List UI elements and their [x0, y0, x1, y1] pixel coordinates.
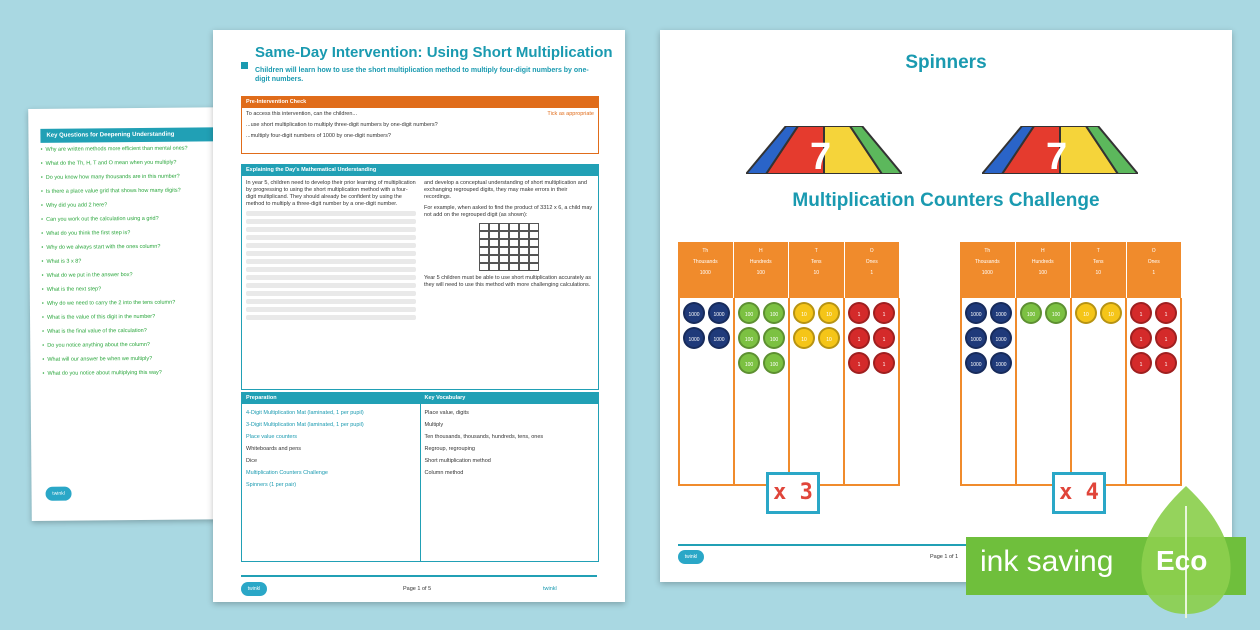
place-value-counter: 1000: [965, 327, 987, 349]
pre-intervention-intro: To access this intervention, can the children...: [246, 111, 357, 117]
explaining-col2: and develop a conceptual understanding of short multiplication and exchanging regrouped digits, they may make errors in their recordings.: [424, 180, 587, 200]
questions-list: [41, 145, 239, 385]
place-value-counter: 100: [1020, 302, 1042, 324]
question-item: • What do the Th, H, T and O mean when you multiply?: [41, 159, 237, 168]
counter-column: [962, 298, 1017, 484]
explaining-header: Explaining the Day's Mathematical Understanding: [242, 165, 598, 176]
vocabulary-list: [421, 404, 599, 485]
list-item: 4-Digit Multiplication Mat (laminated, 1 per pupil): [246, 410, 364, 416]
place-value-counter: 100: [1045, 302, 1067, 324]
question-item: • Do you notice anything about the column?: [42, 341, 238, 350]
place-value-counter: 1000: [990, 302, 1012, 324]
column-value: 100: [756, 270, 765, 276]
list-item: Spinners (1 per pair): [246, 482, 297, 488]
spinner-digit: 7: [810, 136, 832, 174]
title-bullet-icon: [241, 62, 248, 69]
list-item: Place value counters: [246, 434, 298, 440]
counter-column: [680, 298, 735, 484]
front-worksheet: [213, 30, 625, 602]
column-value: 10: [813, 270, 820, 276]
column-abbr: T: [814, 248, 818, 254]
list-item: Regroup, regrouping: [424, 446, 475, 452]
column-header: [1016, 242, 1072, 298]
column-name: Tens: [1092, 259, 1104, 265]
ink-saving-label: ink saving: [980, 545, 1114, 578]
pre-intervention-box: [241, 96, 599, 154]
vocabulary-header: Key Vocabulary: [421, 393, 599, 404]
counter-column: [735, 298, 790, 484]
explaining-col1: In year 5, children need to develop their prior learning of multiplication by progressing to using the short multiplication method with a four-digit multiplicand. They should already be confident by using the method to multiply a three-digit number by a one-digit number.: [246, 180, 416, 207]
footer-brand: twinkl: [543, 586, 557, 592]
column-name: Thousands: [974, 259, 1000, 265]
column-abbr: Th: [702, 248, 709, 254]
spinner-right: [982, 126, 1138, 174]
place-value-counter: 1: [873, 352, 895, 374]
question-item: • Why are written methods more efficient than mental ones?: [41, 145, 237, 154]
tick-note: Tick as appropriate: [547, 111, 594, 117]
place-value-counter: 100: [738, 302, 760, 324]
column-abbr: Th: [984, 248, 991, 254]
place-value-counter: 10: [793, 327, 815, 349]
list-item: Column method: [424, 470, 464, 476]
column-name: Ones: [865, 259, 878, 265]
place-value-counter: 1: [1130, 302, 1152, 324]
place-value-counter: 1000: [683, 327, 705, 349]
column-value: 100: [1038, 270, 1047, 276]
column-header: [734, 242, 790, 298]
question-item: • Why did you add 2 here?: [41, 201, 237, 210]
question-item: • Is there a place value grid that shows how many digits?: [41, 187, 237, 196]
example-text: For example, when asked to find the product of 3312 x 6, a child may not add on the regrouped digit (as shown):: [424, 205, 593, 218]
place-value-counter: 1000: [708, 327, 730, 349]
worksheet-subtitle: Children will learn how to use the short multiplication method to multiply four-digit numbers by one-digit numbers.: [255, 67, 589, 83]
place-value-counter: 1000: [965, 302, 987, 324]
counter-column: [1017, 298, 1072, 484]
list-item: Short multiplication method: [424, 458, 491, 464]
question-item: • What is the next step?: [42, 285, 238, 294]
preparation-header: Preparation: [242, 393, 420, 404]
question-item: • Can you work out the calculation using a grid?: [41, 215, 237, 224]
question-item: • Why do we always start with the ones column?: [41, 243, 237, 252]
place-value-counter: 1000: [965, 352, 987, 374]
column-abbr: O: [1151, 248, 1156, 254]
list-item: Multiply: [424, 422, 444, 428]
list-item: Dice: [246, 458, 258, 464]
place-value-counter: 100: [763, 302, 785, 324]
spinner-left: [746, 126, 902, 174]
column-header: [1127, 242, 1183, 298]
place-value-counter: 10: [1075, 302, 1097, 324]
column-name: Thousands: [692, 259, 718, 265]
place-value-counter: 10: [818, 327, 840, 349]
question-item: • What do we put in the answer box?: [42, 271, 238, 280]
counters-table-2: [960, 242, 1182, 486]
spinners-title: Spinners: [905, 52, 987, 73]
place-value-counter: 100: [763, 352, 785, 374]
column-value: 1: [1152, 270, 1156, 276]
column-value: 1000: [981, 270, 993, 276]
column-value: 10: [1095, 270, 1102, 276]
prep-vocab-box: [241, 392, 599, 562]
place-value-counter: 10: [793, 302, 815, 324]
explaining-col2b: Year 5 children must be able to use short multiplication accurately as they will need to use this method with more challenging calculations.: [424, 275, 592, 288]
list-item: Place value, digits: [424, 410, 469, 416]
place-value-counter: 1000: [990, 327, 1012, 349]
place-value-counter: 1000: [708, 302, 730, 324]
place-value-counter: 1000: [683, 302, 705, 324]
column-value: 1: [870, 270, 874, 276]
page-number: Page 1 of 1: [930, 554, 959, 560]
place-value-counter: 1: [1130, 352, 1152, 374]
column-abbr: T: [1096, 248, 1100, 254]
counter-column: [1072, 298, 1127, 484]
column-name: Tens: [810, 259, 822, 265]
question-item: • What will our answer be when we multiply?: [42, 355, 238, 364]
place-value-counter: 1: [873, 302, 895, 324]
place-value-counter: 10: [818, 302, 840, 324]
column-name: Hundreds: [1031, 259, 1054, 265]
pre-intervention-header: Pre-Intervention Check: [242, 97, 598, 108]
column-header: [845, 242, 901, 298]
place-value-counter: 1000: [990, 352, 1012, 374]
column-header: [960, 242, 1016, 298]
place-value-counter: 1: [848, 327, 870, 349]
place-value-counter: 1: [873, 327, 895, 349]
question-item: • Do you know how many thousands are in this number?: [41, 173, 237, 182]
eco-label: Eco: [1156, 545, 1208, 576]
place-value-counter: 10: [1100, 302, 1122, 324]
question-item: • What is 3 x 8?: [42, 257, 238, 266]
place-value-counter: 100: [738, 352, 760, 374]
spinner-digit: 7: [1046, 136, 1068, 174]
place-value-counter: 1: [848, 352, 870, 374]
list-item: Ten thousands, thousands, hundreds, tens, ones: [424, 434, 544, 440]
place-value-counter: 1: [1155, 302, 1177, 324]
counter-column: [845, 298, 898, 484]
pre-check-item: ...use short multiplication to multiply three-digit numbers by one-digit numbers?: [246, 122, 438, 128]
example-grid: [479, 223, 539, 271]
column-name: Ones: [1147, 259, 1160, 265]
worksheet-title: Same-Day Intervention: Using Short Multiplication: [255, 44, 613, 61]
column-value: 1000: [699, 270, 711, 276]
questions-header: Key Questions for Deepening Understanding: [40, 127, 236, 143]
place-value-counter: 1: [1130, 327, 1152, 349]
footer-divider: [241, 575, 597, 577]
column-abbr: H: [1040, 248, 1045, 254]
column-abbr: H: [758, 248, 763, 254]
column-header: [1071, 242, 1127, 298]
preparation-list: [242, 404, 420, 497]
place-value-counter: 1: [1155, 327, 1177, 349]
twinkl-logo: twinkl: [678, 550, 704, 564]
place-value-counter: 1: [1155, 352, 1177, 374]
counter-column: [790, 298, 845, 484]
column-name: Hundreds: [749, 259, 772, 265]
column-header: [678, 242, 734, 298]
question-item: • What is the final value of the calculation?: [42, 327, 238, 336]
question-item: • What do you think the first step is?: [41, 229, 237, 238]
question-item: • What is the value of this digit in the number?: [42, 313, 238, 322]
explaining-box: [241, 164, 599, 390]
pre-check-item: ...multiply four-digit numbers of 1000 by one-digit numbers?: [246, 133, 391, 139]
list-item: 3-Digit Multiplication Mat (laminated, 1 per pupil): [246, 422, 364, 428]
counters-table-1: [678, 242, 900, 486]
multiplier-box-1: x 3: [766, 472, 820, 514]
column-abbr: O: [869, 248, 874, 254]
question-item: • Why do we need to carry the 2 into the tens column?: [42, 299, 238, 308]
twinkl-logo: twinkl: [46, 487, 72, 501]
place-value-counter: 1: [848, 302, 870, 324]
question-item: • What do you notice about multiplying this way?: [42, 369, 238, 378]
place-value-counter: 100: [738, 327, 760, 349]
challenge-title: Multiplication Counters Challenge: [660, 188, 1232, 214]
page-number: Page 1 of 5: [403, 586, 432, 592]
place-value-counter: 100: [763, 327, 785, 349]
multiplier-box-2: x 4: [1052, 472, 1106, 514]
column-header: [789, 242, 845, 298]
list-item: Whiteboards and pens: [246, 446, 302, 452]
twinkl-logo: twinkl: [241, 582, 267, 596]
list-item: Multiplication Counters Challenge: [246, 470, 328, 476]
counter-column: [1127, 298, 1180, 484]
